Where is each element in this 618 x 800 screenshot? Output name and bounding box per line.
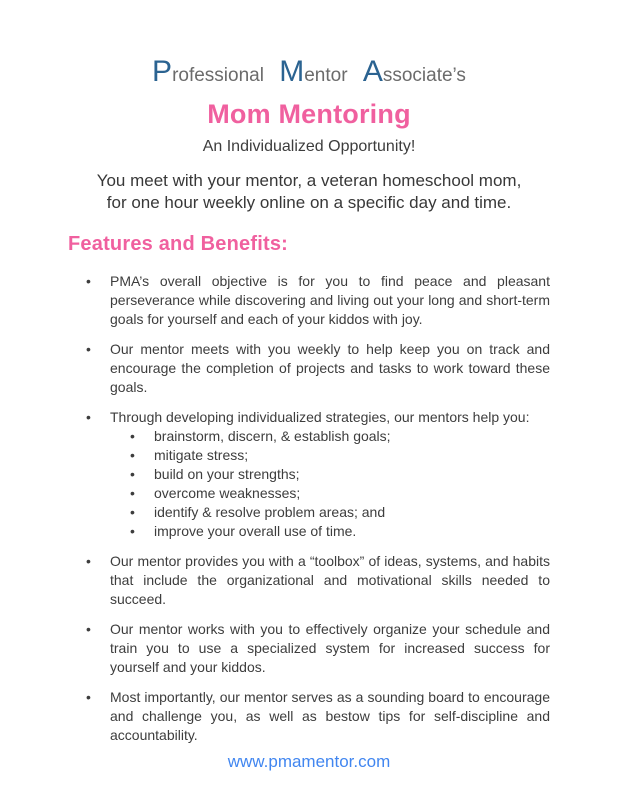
bullet-icon: • [130, 523, 135, 539]
brand-word-professional [152, 55, 264, 88]
bullet-text: Most importantly, our mentor serves as a sounding board to encourage and challenge you, as well as bestow tips for self-discipline and accountability. [110, 689, 550, 743]
brand-word-mentor [279, 55, 348, 88]
bullet-item [86, 688, 550, 745]
intro-line-2: for one hour weekly online on a specific day and time. [106, 193, 512, 212]
footer [0, 752, 618, 772]
bullet-icon: • [86, 689, 91, 705]
bullet-icon: • [130, 428, 135, 444]
bullet-item [86, 620, 550, 677]
bullet-icon: • [130, 504, 135, 520]
sub-bullet-item [130, 427, 550, 446]
brand-initial-m: M [279, 55, 305, 88]
bullet-item [86, 408, 550, 541]
bullet-icon: • [86, 621, 91, 637]
sub-bullet-text: overcome weaknesses; [154, 485, 301, 501]
bullet-icon: • [130, 485, 135, 501]
sub-bullet-text: identify & resolve problem areas; and [154, 504, 386, 520]
bullet-text: Our mentor works with you to effectively organize your schedule and train you to use a specialized system for increased success for yourself and your kiddos. [110, 621, 550, 675]
sub-bullet-item [130, 484, 550, 503]
bullet-text: Through developing individualized strategies, our mentors help you: [110, 409, 530, 425]
sub-bullet-text: improve your overall use of time. [154, 523, 357, 539]
bullet-icon: • [86, 553, 91, 569]
bullet-text: Our mentor provides you with a “toolbox” of ideas, systems, and habits that include the organizational and motivational skills needed to succeed. [110, 553, 550, 607]
bullet-icon: • [86, 409, 91, 425]
sub-bullet-text: build on your strengths; [154, 466, 300, 482]
intro-line-1: You meet with your mentor, a veteran homeschool mom, [96, 171, 522, 190]
sub-bullet-item [130, 465, 550, 484]
bullet-item [86, 272, 550, 329]
sub-bullet-list [130, 427, 550, 541]
section-heading: Features and Benefits: [68, 233, 289, 255]
sub-bullet-text: brainstorm, discern, & establish goals; [154, 428, 391, 444]
brand-word-rest: rofessional [172, 65, 264, 86]
website-link[interactable]: www.pmamentor.com [227, 752, 391, 771]
sub-bullet-text: mitigate stress; [154, 447, 249, 463]
bullet-icon: • [130, 466, 135, 482]
sub-bullet-item [130, 522, 550, 541]
bullet-text: Our mentor meets with you weekly to help keep you on track and encourage the completion of projects and tasks to work toward these goals. [110, 341, 550, 395]
brand-initial-p: P [152, 55, 173, 88]
sub-bullet-item [130, 446, 550, 465]
bullet-icon: • [86, 273, 91, 289]
bullet-icon: • [86, 341, 91, 357]
brand-word-rest: ssociate’s [382, 65, 466, 86]
brand-initial-a: A [362, 55, 383, 88]
intro-paragraph [0, 170, 618, 214]
page-title: Mom Mentoring [207, 99, 411, 129]
features-list [86, 272, 550, 745]
page-subtitle: An Individualized Opportunity! [202, 138, 416, 155]
sub-bullet-item [130, 503, 550, 522]
bullet-item [86, 552, 550, 609]
brand-line [0, 56, 618, 92]
bullet-icon: • [130, 447, 135, 463]
bullet-item [86, 340, 550, 397]
bullet-text: PMA’s overall objective is for you to find peace and pleasant perseverance while discovering and living out your long and short-term goals for yourself and each of your kiddos with joy. [110, 273, 550, 327]
brand-word-rest: entor [304, 65, 348, 86]
brand-word-associates [362, 55, 466, 88]
